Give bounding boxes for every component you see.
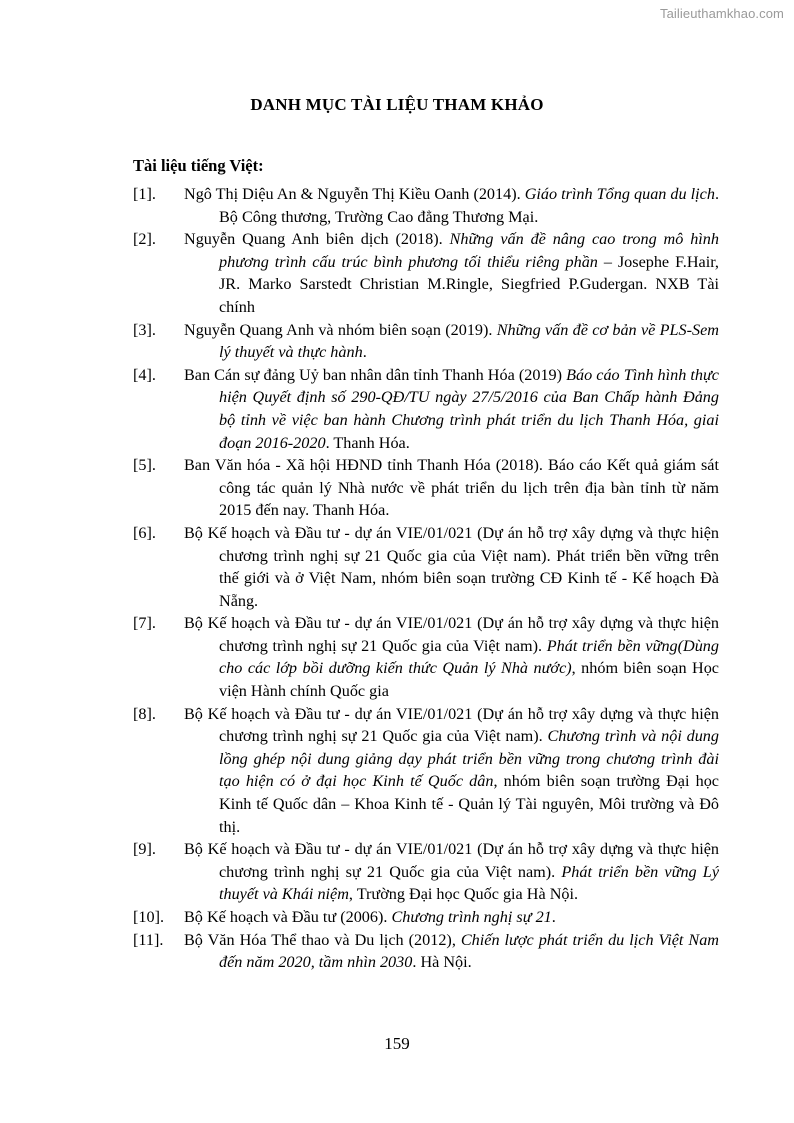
reference-text: [184, 319, 719, 364]
reference-title: Chương trình và nội dung lồng ghép nội dung giảng dạy phát triển bền vững trong chương trình đài tạo hiện có ở đại học Kinh tế Quốc dân: [219, 727, 719, 791]
reference-title: Phát triển bền vững(Dùng cho các lớp bồi dưỡng kiến thức Quản lý Nhà nước): [219, 636, 719, 678]
reference-text: [184, 364, 719, 454]
reference-item: [133, 522, 719, 612]
reference-item: [133, 703, 719, 839]
reference-segment: , nhóm biên soạn trường Đại học Kinh tế Quốc dân – Khoa Kinh tế - Quản lý Tài nguyên, Môi trường và Đô thị.: [219, 772, 719, 836]
page-title: DANH MỤC TÀI LIỆU THAM KHẢO: [250, 95, 544, 114]
reference-segment: Nguyễn Quang Anh và nhóm biên soạn (2019).: [184, 320, 497, 339]
reference-item: [133, 319, 719, 364]
reference-number: [6].: [133, 523, 156, 542]
reference-segment: Nguyễn Quang Anh biên dịch (2018).: [184, 230, 450, 249]
reference-title: Những vấn đề nâng cao trong mô hình phương trình cấu trúc bình phương tối thiểu riêng phần: [219, 230, 719, 271]
reference-item: [133, 454, 719, 522]
reference-number: [11].: [133, 930, 164, 949]
reference-segment: . Hà Nội.: [412, 953, 472, 972]
reference-segment: – Josephe F.Hair, JR. Marko Sarstedt Christian M.Ringle, Siegfried P.Gudergan. NXB Tài chính: [219, 252, 719, 316]
reference-number: [7].: [133, 614, 156, 633]
reference-text: [184, 838, 719, 906]
reference-number: [5].: [133, 456, 156, 475]
reference-item: [133, 906, 719, 929]
reference-title: Những vấn đề cơ bản về PLS-Sem lý thuyết và thực hành: [219, 320, 719, 362]
reference-number: [1].: [133, 185, 156, 203]
reference-text: [184, 929, 719, 974]
reference-number: [8].: [133, 704, 156, 723]
reference-segment: . Bộ Công thương, Trường Cao đẳng Thương Mại.: [219, 185, 719, 226]
reference-segment: Bộ Kế hoạch và Đầu tư - dự án VIE/01/021 (Dự án hỗ trợ xây dựng và thực hiện chương trình nghị sự 21 Quốc gia của Việt nam).: [184, 704, 719, 746]
reference-item: [133, 612, 719, 702]
reference-segment: , nhóm biên soạn Học viện Hành chính Quốc gia: [219, 659, 719, 701]
reference-segment: Ban Văn hóa - Xã hội HĐND tỉnh Thanh Hóa (2018). Báo cáo Kết quả giám sát công tác quản lý Nhà nước về phát triển du lịch trên địa bàn tỉnh từ năm 2015 đến nay. Thanh Hóa.: [184, 456, 719, 520]
reference-text: [184, 703, 719, 839]
reference-title: Giáo trình Tổng quan du lịch: [524, 185, 715, 203]
reference-segment: Bộ Văn Hóa Thể thao và Du lịch (2012),: [184, 930, 461, 949]
reference-item: [133, 364, 719, 454]
reference-segment: Ban Cán sự đảng Uỷ ban nhân dân tỉnh Thanh Hóa (2019): [184, 365, 567, 384]
reference-number: [3].: [133, 320, 156, 339]
reference-segment: Ngô Thị Diệu An & Nguyễn Thị Kiều Oanh (2014).: [184, 185, 525, 203]
reference-segment: Bộ Kế hoạch và Đầu tư - dự án VIE/01/021 (Dự án hỗ trợ xây dựng và thực hiện chương trình nghị sự 21 Quốc gia của Việt nam). Phát triển bền vững trên thế giới và ở Việt Nam, nhóm biên soạn trường CĐ Kinh tế - Kế hoạch Đà Nẵng.: [184, 523, 719, 610]
reference-segment: Bộ Kế hoạch và Đầu tư - dự án VIE/01/021 (Dự án hỗ trợ xây dựng và thực hiện chương trình nghị sự 21 Quốc gia của Việt nam).: [184, 840, 719, 881]
reference-title: Chiến lược phát triển du lịch Việt Nam đến năm 2020, tầm nhìn 2030: [219, 930, 719, 972]
reference-text: [184, 454, 719, 522]
reference-segment: , Trường Đại học Quốc gia Hà Nội.: [348, 885, 579, 904]
reference-text: [184, 522, 719, 612]
reference-number: [2].: [133, 230, 156, 249]
reference-segment: .: [362, 343, 367, 362]
section-heading: Tài liệu tiếng Việt:: [133, 156, 264, 175]
reference-title: Chương trình nghị sự 21: [391, 908, 552, 926]
reference-segment: . Thanh Hóa.: [325, 433, 410, 452]
reference-list: [133, 183, 719, 974]
reference-number: [4].: [133, 365, 156, 384]
reference-number: [9].: [133, 840, 156, 859]
reference-text: [184, 612, 719, 702]
reference-title: Báo cáo Tình hình thực hiện Quyết định số 290-QĐ/TU ngày 27/5/2016 của Ban Chấp hành Đảng bộ tỉnh về việc ban hành Chương trình phát triển du lịch Thanh Hóa, giai đoạn 2016-2020: [219, 365, 719, 452]
reference-title: Phát triển bền vững Lý thuyết và Khái niệm: [219, 862, 719, 904]
reference-segment: Bộ Kế hoạch và Đầu tư - dự án VIE/01/021 (Dự án hỗ trợ xây dựng và thực hiện chương trình nghị sự 21 Quốc gia của Việt nam).: [184, 614, 719, 655]
reference-item: [133, 929, 719, 974]
reference-segment: Bộ Kế hoạch và Đầu tư (2006).: [184, 908, 392, 926]
watermark: Tailieuthamkhao.com: [659, 6, 784, 21]
reference-item: [133, 838, 719, 906]
reference-item: [133, 183, 719, 228]
page-number: 159: [384, 1034, 410, 1053]
reference-segment: .: [551, 908, 556, 926]
reference-text: [184, 228, 719, 318]
reference-item: [133, 228, 719, 318]
reference-text: [184, 183, 719, 228]
reference-text: [184, 906, 719, 929]
reference-number: [10].: [133, 908, 165, 926]
